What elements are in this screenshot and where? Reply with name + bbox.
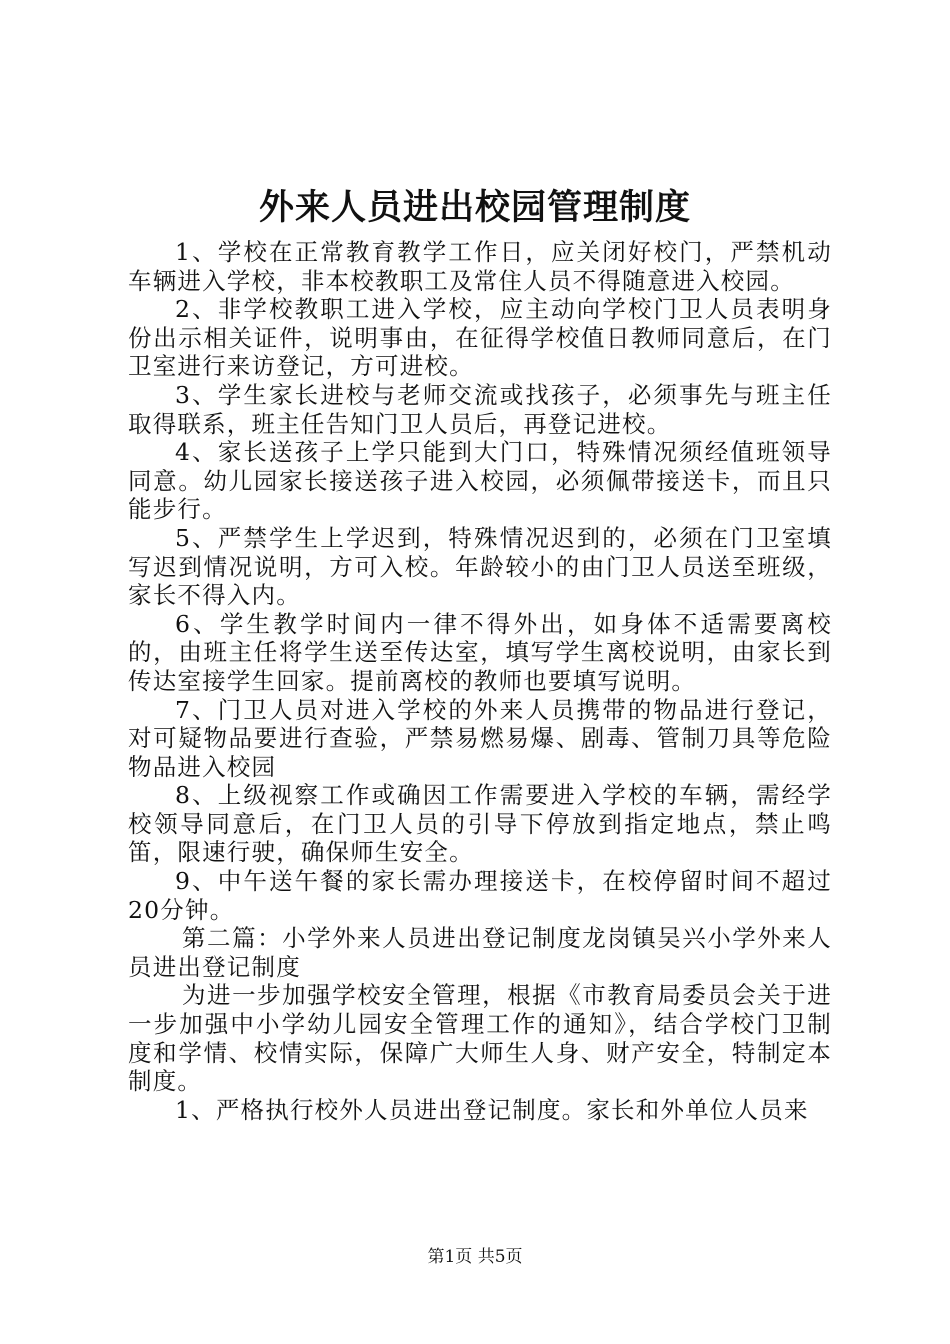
- page-number-footer: 第1页 共5页: [427, 1247, 523, 1267]
- paragraph-rule-1: 1、学校在正常教育教学工作日，应关闭好校门，严禁机动车辆进入学校，非本校教职工及常住人员不得随意进入校园。: [128, 238, 832, 295]
- document-body: [128, 238, 832, 1124]
- paragraph-rule-5: 5、严禁学生上学迟到，特殊情况迟到的，必须在门卫室填写迟到情况说明，方可入校。年龄较小的由门卫人员送至班级，家长不得入内。: [128, 523, 832, 610]
- paragraph-rule-3: 3、学生家长进校与老师交流或找孩子，必须事先与班主任取得联系，班主任告知门卫人员后，再登记进校。: [128, 380, 832, 438]
- paragraph-rule-9: 9、中午送午餐的家长需办理接送卡，在校停留时间不超过20分钟。: [128, 867, 832, 924]
- paragraph-section-two-rule-1: 1、严格执行校外人员进出登记制度。家长和外单位人员来: [175, 1095, 809, 1124]
- paragraph-rule-6: 6、学生教学时间内一律不得外出，如身体不适需要离校的，由班主任将学生送至传达室，填写学生离校说明，由家长到传达室接学生回家。提前离校的教师也要填写说明。: [128, 609, 832, 695]
- paragraph-rule-7: 7、门卫人员对进入学校的外来人员携带的物品进行登记，对可疑物品要进行查验，严禁易燃易爆、剧毒、管制刀具等危险物品进入校园: [128, 695, 832, 781]
- paragraph-rule-8: 8、上级视察工作或确因工作需要进入学校的车辆，需经学校领导同意后，在门卫人员的引导下停放到指定地点，禁止鸣笛，限速行驶，确保师生安全。: [128, 781, 832, 867]
- paragraph-section-two-intro: 为进一步加强学校安全管理，根据《市教育局委员会关于进一步加强中小学幼儿园安全管理工作的通知》，结合学校门卫制度和学情、校情实际，保障广大师生人身、财产安全，特制定本制度。: [128, 981, 832, 1096]
- paragraph-rule-2: 2、非学校教职工进入学校，应主动向学校门卫人员表明身份出示相关证件，说明事由，在征得学校值日教师同意后，在门卫室进行来访登记，方可进校。: [128, 295, 832, 381]
- paragraph-section-two-heading: 第二篇：小学外来人员进出登记制度龙岗镇吴兴小学外来人员进出登记制度: [128, 924, 832, 981]
- document-title: 外来人员进出校园管理制度: [258, 187, 691, 228]
- paragraph-rule-4: 4、家长送孩子上学只能到大门口，特殊情况须经值班领导同意。幼儿园家长接送孩子进入校园，必须佩带接送卡，而且只能步行。: [128, 438, 832, 524]
